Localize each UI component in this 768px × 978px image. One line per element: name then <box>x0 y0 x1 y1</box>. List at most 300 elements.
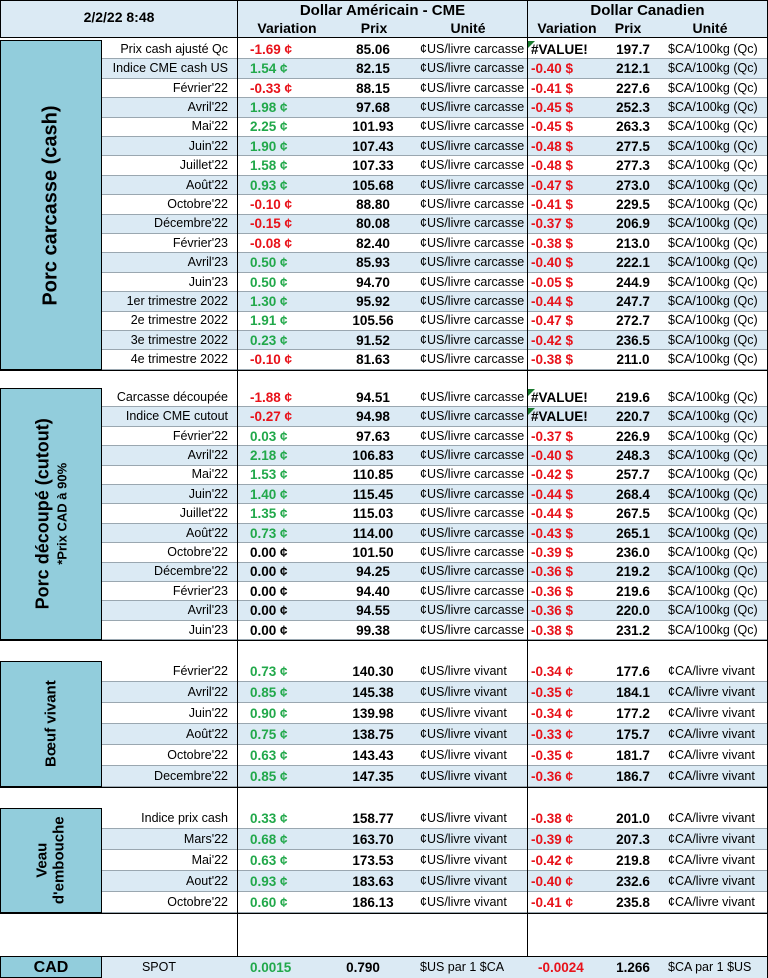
usd-prix: 105.68 <box>352 178 394 193</box>
usd-variation: 0.85 ¢ <box>250 769 288 784</box>
usd-prix: 163.70 <box>352 832 394 847</box>
usd-prix: 94.25 <box>356 565 390 580</box>
cad-unit: $CA/100kg (Qc) <box>668 468 758 482</box>
cad-variation: -0.42 ¢ <box>531 853 574 868</box>
usd-unit: ¢US/livre carcasse <box>420 217 525 231</box>
usd-variation: -0.33 ¢ <box>250 81 293 96</box>
cad-title: CAD <box>33 960 69 976</box>
cad-variation: -0.47 $ <box>531 314 574 329</box>
usd-unit: ¢US/livre vivant <box>420 748 507 762</box>
usd-prix: 138.75 <box>352 727 394 742</box>
usd-prix: 101.50 <box>352 545 394 560</box>
cad-usd-prix: 0.790 <box>346 961 380 975</box>
usd-prix: 147.35 <box>352 769 394 784</box>
usd-unit: ¢US/livre carcasse <box>420 120 525 134</box>
row-label: Mai'22 <box>191 468 228 482</box>
usd-variation: 0.93 ¢ <box>250 178 288 193</box>
usd-variation: 0.00 ¢ <box>250 623 288 638</box>
section-1-title-text: Porc découpé (cutout) <box>32 418 53 610</box>
cad-variation: -0.40 ¢ <box>531 874 574 889</box>
cad-prix: 181.7 <box>616 748 650 763</box>
usd-variation: 0.73 ¢ <box>250 526 288 541</box>
row-label: Juillet'22 <box>179 159 228 173</box>
usd-prix: 101.93 <box>352 120 394 135</box>
row-label: Juin'22 <box>188 487 228 501</box>
usd-prix: 94.98 <box>356 410 390 425</box>
cad-variation: -0.38 $ <box>531 623 574 638</box>
cad-variation: -0.45 $ <box>531 100 574 115</box>
usd-variation: 0.00 ¢ <box>250 604 288 619</box>
cad-variation: -0.44 $ <box>531 294 574 309</box>
usd-prix: 99.38 <box>356 623 390 638</box>
cad-unit: $CA/100kg (Qc) <box>668 197 758 211</box>
cad-unit: ¢CA/livre vivant <box>668 685 755 699</box>
row-label: Août'22 <box>185 727 228 741</box>
cad-unit: $CA/100kg (Qc) <box>668 294 758 308</box>
cad-variation: -0.40 $ <box>531 256 574 271</box>
usd-variation: 0.60 ¢ <box>250 895 288 910</box>
cad-prix: 227.6 <box>616 81 650 96</box>
usd-unit: ¢US/livre carcasse <box>420 100 525 114</box>
cad-variation: -0.33 ¢ <box>531 727 574 742</box>
usd-prix: 107.33 <box>352 159 394 174</box>
cad-variation: -0.05 $ <box>531 275 574 290</box>
usd-prix: 114.00 <box>352 526 394 541</box>
usd-unit: ¢US/livre carcasse <box>420 468 525 482</box>
cad-unit: $CA/100kg (Qc) <box>668 256 758 270</box>
cad-prix: 186.7 <box>616 769 650 784</box>
usd-unit: ¢US/livre vivant <box>420 853 507 867</box>
cad-variation: -0.36 $ <box>531 565 574 580</box>
cad-prix: 197.7 <box>616 42 650 57</box>
row-label: Juin'22 <box>188 139 228 153</box>
section-2-title-text: Bœuf vivant <box>42 680 60 768</box>
usd-unit: ¢US/livre carcasse <box>420 159 525 173</box>
usd-variation: 1.91 ¢ <box>250 314 288 329</box>
row-label: Decembre'22 <box>154 769 228 783</box>
usd-prix: 183.63 <box>352 874 394 889</box>
usd-unit: ¢US/livre carcasse <box>420 526 525 540</box>
usd-variation: -1.69 ¢ <box>250 42 293 57</box>
usd-variation: 0.73 ¢ <box>250 664 288 679</box>
usd-variation: 1.90 ¢ <box>250 139 288 154</box>
cad-col-prix: Prix <box>614 21 642 36</box>
cad-prix: 219.2 <box>616 565 650 580</box>
usd-variation: 0.50 ¢ <box>250 256 288 271</box>
usd-unit: ¢US/livre vivant <box>420 685 507 699</box>
cad-unit: $CA/100kg (Qc) <box>668 217 758 231</box>
cad-variation: -0.34 ¢ <box>531 706 574 721</box>
section-3-label-block <box>0 808 102 913</box>
cad-prix: 206.9 <box>616 217 650 232</box>
section-divider <box>0 370 768 371</box>
cad-unit: $CA/100kg (Qc) <box>668 429 758 443</box>
section-3-title-text: Veau d'embouche <box>33 816 68 905</box>
cad-unit: ¢CA/livre vivant <box>668 748 755 762</box>
row-label: Février'22 <box>172 664 228 678</box>
section-divider <box>0 640 768 641</box>
row-label: Indice CME cutout <box>125 410 228 424</box>
usd-title: Dollar Américain - CME <box>299 3 466 19</box>
cad-prix: 247.7 <box>616 294 650 309</box>
usd-variation: 0.68 ¢ <box>250 832 288 847</box>
usd-variation: 0.63 ¢ <box>250 853 288 868</box>
usd-variation: 0.93 ¢ <box>250 874 288 889</box>
cad-unit: ¢CA/livre vivant <box>668 769 755 783</box>
row-label: Octobre'22 <box>167 197 228 211</box>
usd-prix: 91.52 <box>356 333 390 348</box>
row-label: Mars'22 <box>183 832 228 846</box>
row-label: Avril'22 <box>187 448 228 462</box>
cad-unit: $CA/100kg (Qc) <box>668 314 758 328</box>
cad-variation: #VALUE! <box>531 42 588 57</box>
usd-col-unite: Unité <box>450 21 486 36</box>
cad-unit: ¢CA/livre vivant <box>668 706 755 720</box>
cad-unit: ¢CA/livre vivant <box>668 895 755 909</box>
section-2-title <box>42 681 59 768</box>
row-label: Aout'22 <box>185 874 228 888</box>
cad-variation: -0.38 $ <box>531 236 574 251</box>
row-label: Juin'23 <box>188 623 228 637</box>
cad-variation: -0.39 $ <box>531 545 574 560</box>
column-separator <box>237 38 238 978</box>
section-0-title <box>40 105 63 305</box>
usd-unit: ¢US/livre vivant <box>420 895 507 909</box>
usd-prix: 186.13 <box>352 895 394 910</box>
cad-unit: ¢CA/livre vivant <box>668 811 755 825</box>
usd-unit: ¢US/livre carcasse <box>420 584 525 598</box>
cad-col-variation: Variation <box>537 21 597 36</box>
column-separator <box>527 38 528 978</box>
cad-variation: -0.36 $ <box>531 584 574 599</box>
usd-unit: ¢US/livre carcasse <box>420 565 525 579</box>
cad-unit: ¢CA/livre vivant <box>668 727 755 741</box>
cad-unit: $CA/100kg (Qc) <box>668 333 758 347</box>
usd-variation: 1.53 ¢ <box>250 468 288 483</box>
cad-prix: 184.1 <box>616 685 650 700</box>
cad-variation: #VALUE! <box>531 390 588 405</box>
usd-col-prix: Prix <box>360 21 388 36</box>
section-0-label-block <box>0 40 102 370</box>
section-0-title-text: Porc carcasse (cash) <box>39 104 62 306</box>
cad-prix: 244.9 <box>616 275 650 290</box>
cad-unit: $CA/100kg (Qc) <box>668 604 758 618</box>
timestamp: 2/2/22 8:48 <box>83 10 155 25</box>
cad-prix: 232.6 <box>616 874 650 889</box>
usd-prix: 94.70 <box>356 275 390 290</box>
row-label: Février'22 <box>172 429 228 443</box>
row-label: Août'22 <box>185 526 228 540</box>
cad-variation: -0.39 ¢ <box>531 832 574 847</box>
row-label: Décembre'22 <box>154 217 228 231</box>
usd-unit: ¢US/livre carcasse <box>420 410 525 424</box>
cad-prix: 226.9 <box>616 429 650 444</box>
usd-unit: ¢US/livre carcasse <box>420 429 525 443</box>
cad-variation: -0.42 $ <box>531 468 574 483</box>
cad-variation: -0.36 $ <box>531 604 574 619</box>
usd-variation: 0.03 ¢ <box>250 429 288 444</box>
row-label: Avril'22 <box>187 685 228 699</box>
cad-prix: 219.6 <box>616 584 650 599</box>
usd-unit: ¢US/livre carcasse <box>420 139 525 153</box>
cad-unit: $CA/100kg (Qc) <box>668 507 758 521</box>
cad-unit: $CA/100kg (Qc) <box>668 487 758 501</box>
section-2-label-block <box>0 661 102 787</box>
usd-prix: 140.30 <box>352 664 394 679</box>
cad-prix: 272.7 <box>616 314 650 329</box>
cad-unit: $CA/100kg (Qc) <box>668 62 758 76</box>
cad-variation: -0.34 ¢ <box>531 664 574 679</box>
cad-unit: $CA/100kg (Qc) <box>668 275 758 289</box>
row-label: 4e trimestre 2022 <box>130 353 228 367</box>
usd-prix: 97.68 <box>356 100 390 115</box>
row-label: 2e trimestre 2022 <box>130 314 228 328</box>
usd-variation: 1.30 ¢ <box>250 294 288 309</box>
row-label: Indice prix cash <box>141 811 228 825</box>
cad-usd-unit: $US par 1 $CA <box>420 961 505 974</box>
usd-variation: 0.63 ¢ <box>250 748 288 763</box>
cad-variation: -0.41 $ <box>531 81 574 96</box>
row-label: Avril'22 <box>187 100 228 114</box>
usd-unit: ¢US/livre carcasse <box>420 236 525 250</box>
cad-unit: $CA/100kg (Qc) <box>668 565 758 579</box>
row-label: Octobre'22 <box>167 748 228 762</box>
cad-unit: $CA/100kg (Qc) <box>668 410 758 424</box>
cad-variation: -0.36 ¢ <box>531 769 574 784</box>
usd-col-variation: Variation <box>257 21 317 36</box>
cad-variation: -0.44 $ <box>531 487 574 502</box>
cad-col-unite: Unité <box>692 21 728 36</box>
usd-unit: ¢US/livre carcasse <box>420 62 525 76</box>
row-label: Août'22 <box>185 178 228 192</box>
section-divider <box>0 913 768 914</box>
cad-prix: 265.1 <box>616 526 650 541</box>
cad-prix: 177.2 <box>616 706 650 721</box>
usd-unit: ¢US/livre carcasse <box>420 487 525 501</box>
usd-variation: 2.18 ¢ <box>250 448 288 463</box>
usd-unit: ¢US/livre carcasse <box>420 197 525 211</box>
cad-prix: 211.0 <box>616 353 650 368</box>
cad-variation: -0.40 $ <box>531 62 574 77</box>
cad-variation: #VALUE! <box>531 410 588 425</box>
usd-unit: ¢US/livre carcasse <box>420 623 525 637</box>
usd-prix: 143.43 <box>352 748 394 763</box>
usd-unit: ¢US/livre vivant <box>420 811 507 825</box>
row-label: 3e trimestre 2022 <box>130 333 228 347</box>
usd-variation: 0.00 ¢ <box>250 545 288 560</box>
cad-unit: $CA/100kg (Qc) <box>668 545 758 559</box>
cad-unit: $CA/100kg (Qc) <box>668 623 758 637</box>
usd-prix: 158.77 <box>352 811 394 826</box>
usd-prix: 85.93 <box>356 256 390 271</box>
usd-unit: ¢US/livre vivant <box>420 769 507 783</box>
cad-title: Dollar Canadien <box>590 3 705 19</box>
usd-variation: -1.88 ¢ <box>250 390 293 405</box>
cad-prix: 263.3 <box>616 120 650 135</box>
cad-prix: 231.2 <box>616 623 650 638</box>
usd-unit: ¢US/livre carcasse <box>420 256 525 270</box>
cad-variation: -0.38 $ <box>531 353 574 368</box>
usd-variation: 0.00 ¢ <box>250 584 288 599</box>
usd-unit: ¢US/livre vivant <box>420 727 507 741</box>
row-label: Avril'23 <box>187 256 228 270</box>
usd-prix: 95.92 <box>356 294 390 309</box>
usd-variation: 1.54 ¢ <box>250 62 288 77</box>
cad-prix: 222.1 <box>616 256 650 271</box>
usd-prix: 97.63 <box>356 429 390 444</box>
usd-variation: -0.15 ¢ <box>250 217 293 232</box>
section-3-title <box>34 817 69 905</box>
usd-variation: 0.50 ¢ <box>250 275 288 290</box>
cad-unit: $CA/100kg (Qc) <box>668 100 758 114</box>
usd-prix: 105.56 <box>352 314 394 329</box>
cad-unit: $CA/100kg (Qc) <box>668 353 758 367</box>
usd-prix: 107.43 <box>352 139 394 154</box>
cad-unit: ¢CA/livre vivant <box>668 853 755 867</box>
section-1-title <box>32 418 70 609</box>
cad-prix: 273.0 <box>616 178 650 193</box>
usd-prix: 82.40 <box>356 236 390 251</box>
usd-unit: ¢US/livre vivant <box>420 664 507 678</box>
cad-prix: 277.3 <box>616 159 650 174</box>
usd-prix: 110.85 <box>352 468 394 483</box>
cad-unit: $CA/100kg (Qc) <box>668 120 758 134</box>
cad-prix: 212.1 <box>616 62 650 77</box>
usd-variation: 0.00 ¢ <box>250 565 288 580</box>
cad-prix: 277.5 <box>616 139 650 154</box>
cad-variation: -0.47 $ <box>531 178 574 193</box>
error-indicator-icon <box>528 408 535 415</box>
cad-prix: 236.0 <box>616 545 650 560</box>
usd-prix: 115.03 <box>352 507 394 522</box>
cad-unit: $CA/100kg (Qc) <box>668 448 758 462</box>
cad-prix: 248.3 <box>616 448 650 463</box>
usd-unit: ¢US/livre carcasse <box>420 42 525 56</box>
cad-unit: $CA/100kg (Qc) <box>668 390 758 404</box>
usd-unit: ¢US/livre vivant <box>420 874 507 888</box>
row-label: Juin'22 <box>188 706 228 720</box>
cad-prix: 229.5 <box>616 197 650 212</box>
cad-prix: 252.3 <box>616 100 650 115</box>
usd-prix: 145.38 <box>352 685 394 700</box>
usd-variation: 1.40 ¢ <box>250 487 288 502</box>
cad-unit: ¢CA/livre vivant <box>668 832 755 846</box>
usd-prix: 139.98 <box>352 706 394 721</box>
usd-prix: 85.06 <box>356 42 390 57</box>
row-label: Juillet'22 <box>179 507 228 521</box>
usd-variation: -0.27 ¢ <box>250 410 293 425</box>
usd-prix: 82.15 <box>356 62 390 77</box>
cad-variation: -0.35 ¢ <box>531 748 574 763</box>
cad-variation: -0.38 ¢ <box>531 811 574 826</box>
usd-unit: ¢US/livre carcasse <box>420 314 525 328</box>
usd-variation: 0.85 ¢ <box>250 685 288 700</box>
usd-prix: 88.80 <box>356 197 390 212</box>
cad-unit: $CA/100kg (Qc) <box>668 81 758 95</box>
usd-unit: ¢US/livre carcasse <box>420 333 525 347</box>
usd-prix: 94.55 <box>356 604 390 619</box>
section-1-label-block <box>0 388 102 640</box>
usd-prix: 94.40 <box>356 584 390 599</box>
cad-cad-unit: $CA par 1 $US <box>668 961 752 974</box>
usd-unit: ¢US/livre carcasse <box>420 275 525 289</box>
usd-prix: 88.15 <box>356 81 390 96</box>
usd-unit: ¢US/livre vivant <box>420 706 507 720</box>
cad-variation: -0.42 $ <box>531 333 574 348</box>
usd-variation: 0.23 ¢ <box>250 333 288 348</box>
row-label: Février'23 <box>172 236 228 250</box>
cad-prix: 201.0 <box>616 811 650 826</box>
cad-prix: 236.5 <box>616 333 650 348</box>
cad-variation: -0.48 $ <box>531 159 574 174</box>
usd-prix: 94.51 <box>356 390 390 405</box>
cad-prix: 267.5 <box>616 507 650 522</box>
cad-prix: 268.4 <box>616 487 650 502</box>
cad-unit: $CA/100kg (Qc) <box>668 42 758 56</box>
cad-cad-variation: -0.0024 <box>538 961 584 975</box>
cad-prix: 219.8 <box>616 853 650 868</box>
cad-prix: 175.7 <box>616 727 650 742</box>
row-label: Décembre'22 <box>154 565 228 579</box>
usd-unit: ¢US/livre carcasse <box>420 545 525 559</box>
section-1-subtitle: *Prix CAD à 90% <box>53 463 69 565</box>
usd-unit: ¢US/livre carcasse <box>420 507 525 521</box>
row-label: Février'22 <box>172 81 228 95</box>
usd-variation: -0.08 ¢ <box>250 236 293 251</box>
usd-prix: 173.53 <box>352 853 394 868</box>
cad-variation: -0.40 $ <box>531 448 574 463</box>
usd-variation: 0.33 ¢ <box>250 811 288 826</box>
usd-variation: 1.98 ¢ <box>250 100 288 115</box>
row-label: Juin'23 <box>188 275 228 289</box>
row-label: Carcasse découpée <box>116 390 228 404</box>
section-divider <box>0 787 768 788</box>
cad-unit: $CA/100kg (Qc) <box>668 139 758 153</box>
cad-variation: -0.37 $ <box>531 429 574 444</box>
cad-prix: 219.6 <box>616 390 650 405</box>
usd-unit: ¢US/livre carcasse <box>420 294 525 308</box>
usd-unit: ¢US/livre carcasse <box>420 448 525 462</box>
row-label: Avril'23 <box>187 604 228 618</box>
usd-prix: 115.45 <box>352 487 394 502</box>
usd-unit: ¢US/livre carcasse <box>420 81 525 95</box>
cad-prix: 213.0 <box>616 236 650 251</box>
cad-unit: $CA/100kg (Qc) <box>668 159 758 173</box>
row-label: Février'23 <box>172 584 228 598</box>
cad-usd-variation: 0.0015 <box>250 961 292 975</box>
cad-cad-prix: 1.266 <box>616 961 650 975</box>
usd-unit: ¢US/livre carcasse <box>420 390 525 404</box>
cad-prix: 207.3 <box>616 832 650 847</box>
cad-variation: -0.37 $ <box>531 217 574 232</box>
cad-variation: -0.43 $ <box>531 526 574 541</box>
cad-variation: -0.41 $ <box>531 197 574 212</box>
usd-prix: 81.63 <box>356 353 390 368</box>
cad-unit: ¢CA/livre vivant <box>668 664 755 678</box>
error-indicator-icon <box>528 41 535 48</box>
row-label: Octobre'22 <box>167 895 228 909</box>
cad-prix: 220.0 <box>616 604 650 619</box>
usd-variation: 1.58 ¢ <box>250 159 288 174</box>
cad-prix: 220.7 <box>616 410 650 425</box>
usd-unit: ¢US/livre carcasse <box>420 604 525 618</box>
cad-unit: $CA/100kg (Qc) <box>668 178 758 192</box>
cad-spot-label: SPOT <box>141 961 177 974</box>
usd-unit: ¢US/livre carcasse <box>420 178 525 192</box>
cad-variation: -0.44 $ <box>531 507 574 522</box>
usd-variation: 2.25 ¢ <box>250 120 288 135</box>
error-indicator-icon <box>528 389 535 396</box>
